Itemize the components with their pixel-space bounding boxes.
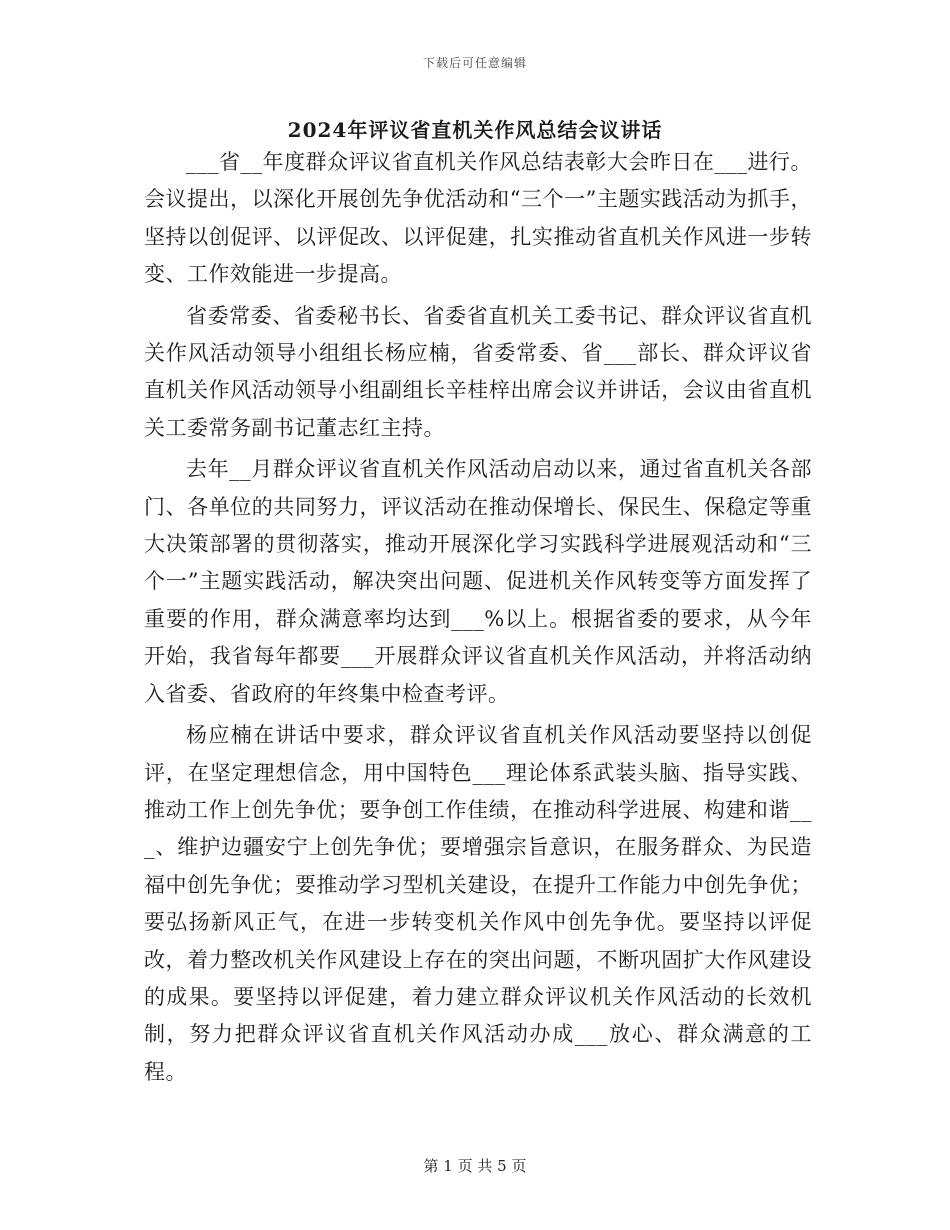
page-number-indicator: 第 1 页 共 5 页 — [423, 1157, 527, 1175]
document-title: 2024年评议省直机关作风总结会议讲话 — [287, 118, 663, 142]
document-body — [144, 144, 812, 1095]
paragraph-4: 杨应楠在讲话中要求，群众评议省直机关作风活动要坚持以创促评，在坚定理想信念，用中国特色___理论体系武装头脑、指导实践、推动工作上创先争优；要争创工作佳绩，在推动科学进展、构建和谐___、维护边疆安宁上创先争优；要增强宗旨意识，在服务群众、为民造福中创先争优；要推动学习型机关建设，在提升工作能力中创先争优；要弘扬新风正气，在进一步转变机关作风中创先争优。要坚持以评促改，着力整改机关作风建设上存在的突出问题，不断巩固扩大作风建设的成果。要坚持以评促建，着力建立群众评议机关作风活动的长效机制，努力把群众评议省直机关作风活动办成___放心、群众满意的工程。 — [144, 723, 812, 1084]
paragraph-3: 去年__月群众评议省直机关作风活动启动以来，通过省直机关各部门、各单位的共同努力，评议活动在推动保增长、保民生、保稳定等重大决策部署的贯彻落实，推动开展深化学习实践科学进展观活动和“三个一”主题实践活动，解决突出问题、促进机关作风转变等方面发挥了重要的作用，群众满意率均达到___%以上。根据省委的要求，从今年开始，我省每年都要___开展群众评议省直机关作风活动，并将活动纳入省委、省政府的年终集中检查考评。 — [144, 457, 812, 706]
paragraph-2: 省委常委、省委秘书长、省委省直机关工委书记、群众评议省直机关作风活动领导小组组长杨应楠，省委常委、省___部长、群众评议省直机关作风活动领导小组副组长辛桂梓出席会议并讲话，会议由省直机关工委常务副书记董志红主持。 — [144, 303, 812, 440]
page-header-note: 下载后可任意编辑 — [422, 56, 527, 70]
paragraph-1: ___省__年度群众评议省直机关作风总结表彰大会昨日在___进行。会议提出，以深化开展创先争优活动和“三个一”主题实践活动为抓手，坚持以创促评、以评促改、以评促建，扎实推动省直机关作风进一步转变、工作效能进一步提高。 — [144, 150, 812, 287]
